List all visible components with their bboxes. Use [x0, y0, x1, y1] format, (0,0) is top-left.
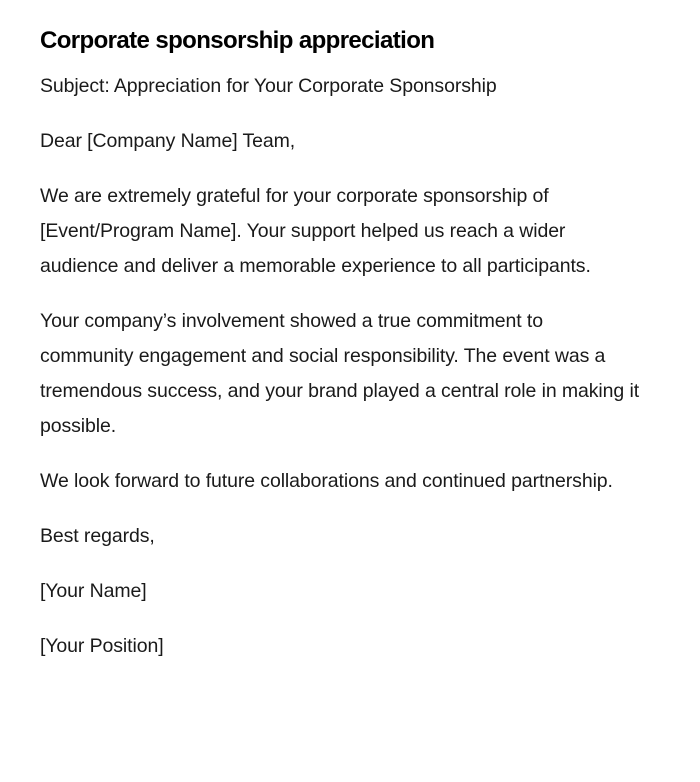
closing: Best regards,	[40, 525, 155, 547]
salutation: Dear [Company Name] Team,	[40, 130, 296, 152]
signature-position: [Your Position]	[40, 635, 164, 657]
subject-line: Subject: Appreciation for Your Corporate Sponsorship	[40, 75, 497, 97]
signature-name: [Your Name]	[40, 580, 147, 602]
body-paragraph-2: Your company’s involvement showed a true commitment to community engagement and social responsibility. The event was a tremendous success, and your brand played a central role in making it possible.	[40, 310, 640, 437]
body-paragraph-3: We look forward to future collaborations and continued partnership.	[40, 470, 613, 492]
body-paragraph-1: We are extremely grateful for your corporate sponsorship of [Event/Program Name]. Your support helped us reach a wider audience and deliver a memorable experience to all participants.	[40, 185, 591, 277]
document-title: Corporate sponsorship appreciation	[40, 27, 435, 54]
